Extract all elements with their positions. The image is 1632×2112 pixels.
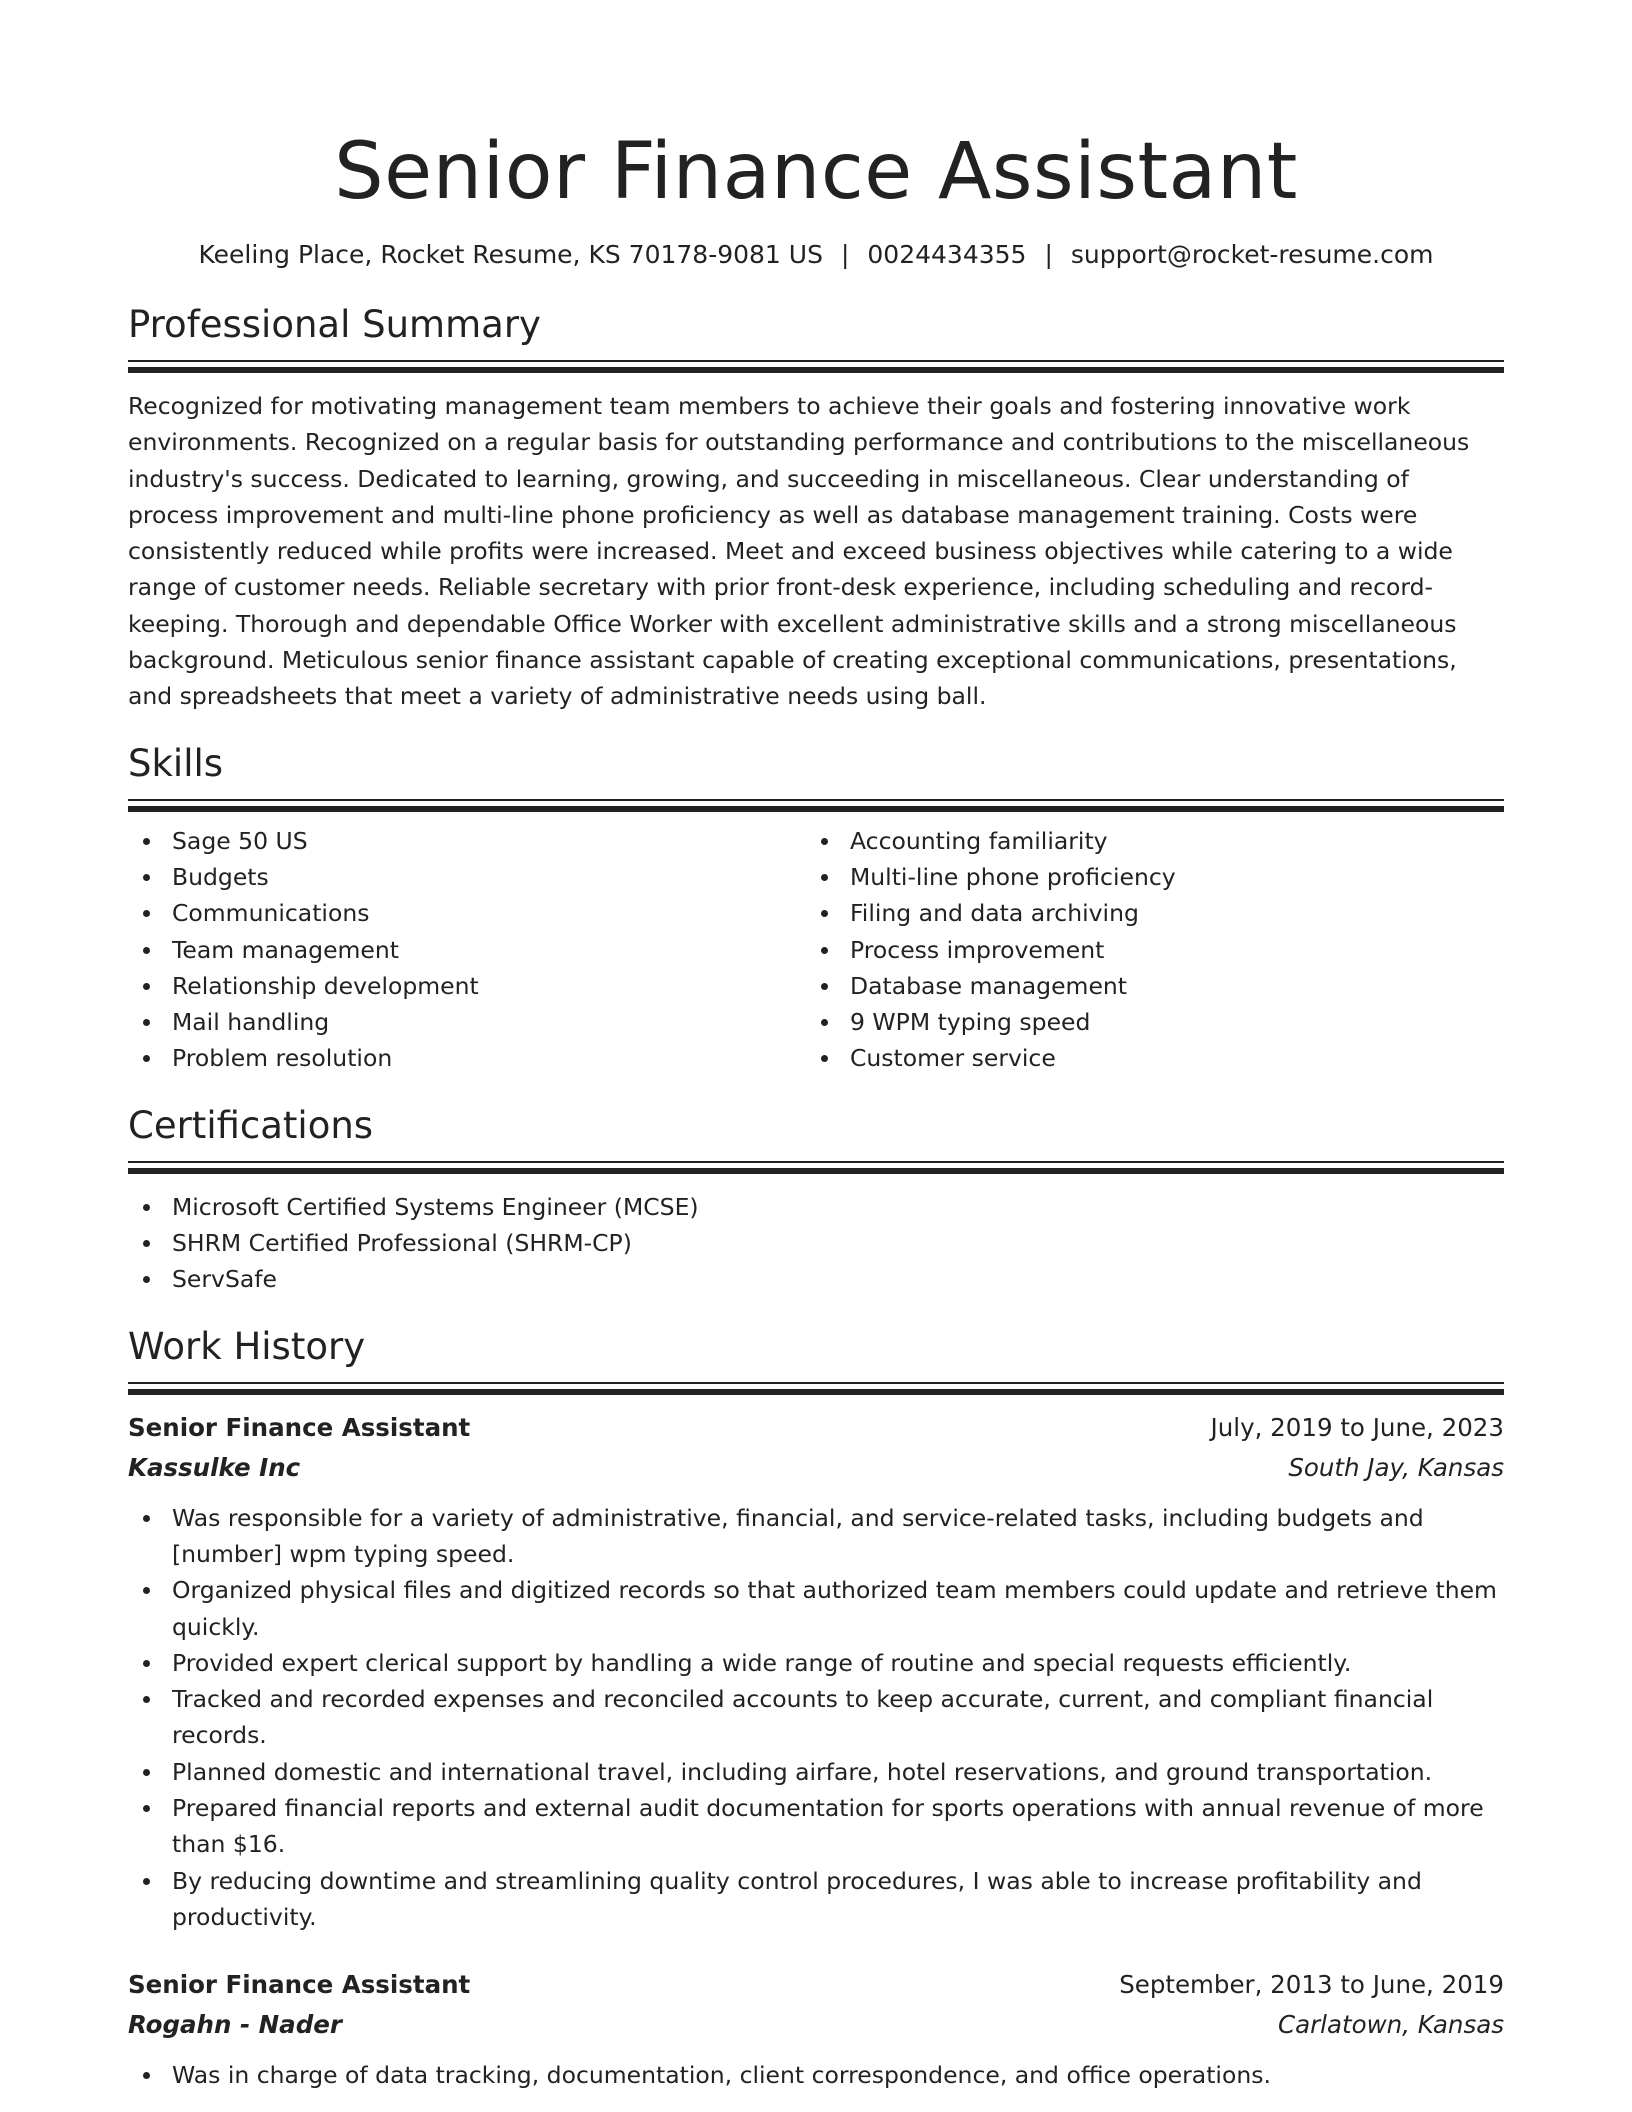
section-divider [128, 1161, 1504, 1175]
job-subheader [128, 1448, 1504, 1488]
job-bullets [128, 1500, 1504, 1936]
job-entry [128, 1965, 1504, 2093]
job-entry [128, 1408, 1504, 1936]
skill-item: 9 WPM typing speed [806, 1004, 1484, 1040]
section-title-summary: Professional Summary [128, 303, 541, 346]
job-bullets [128, 2057, 1504, 2093]
job-bullet: Was in charge of data tracking, documentation, client correspondence, and office operations. [128, 2057, 1504, 2093]
skill-item: Customer service [806, 1040, 1484, 1076]
contact-separator: | [840, 240, 850, 269]
skill-item: Problem resolution [128, 1040, 806, 1076]
skills-list-right [806, 823, 1484, 1077]
skill-item: Process improvement [806, 932, 1484, 968]
job-dates: July, 2019 to June, 2023 [1210, 1412, 1504, 1442]
skill-item: Mail handling [128, 1004, 806, 1040]
job-location: South Jay, Kansas [1288, 1452, 1504, 1482]
job-header [128, 1965, 1504, 2005]
work-history-section [128, 1324, 1504, 2094]
skill-item: Filing and data archiving [806, 895, 1484, 931]
certification-item: ServSafe [128, 1261, 1504, 1297]
contact-phone: 0024434355 [867, 240, 1027, 269]
job-bullet: Organized physical files and digitized records so that authorized team members could update and retrieve them quickly. [128, 1572, 1504, 1645]
contact-line [128, 238, 1504, 272]
job-title: Senior Finance Assistant [128, 1970, 471, 2000]
section-divider [128, 799, 1504, 813]
job-bullet: Planned domestic and international travel, including airfare, hotel reservations, and ground transportation. [128, 1754, 1504, 1790]
skills-section [128, 741, 1504, 1077]
job-subheader [128, 2005, 1504, 2045]
job-company: Kassulke Inc [128, 1452, 301, 1482]
section-title-skills: Skills [128, 741, 224, 785]
job-dates: September, 2013 to June, 2019 [1119, 1970, 1504, 2000]
job-header [128, 1408, 1504, 1448]
skills-list-left [128, 823, 806, 1077]
skill-item: Communications [128, 895, 806, 931]
job-bullet: Was responsible for a variety of administrative, financial, and service-related tasks, including budgets and [number] wpm typing speed. [128, 1500, 1504, 1573]
section-divider [128, 360, 1504, 374]
job-title: Senior Finance Assistant [128, 1412, 471, 1442]
certifications-section [128, 1103, 1504, 1298]
skill-item: Team management [128, 932, 806, 968]
job-bullet: Prepared financial reports and external audit documentation for sports operations with annual revenue of more than $16. [128, 1790, 1504, 1863]
resume-page [128, 0, 1504, 2094]
job-location: Carlatown, Kansas [1277, 2010, 1504, 2040]
job-bullet: Tracked and recorded expenses and reconciled accounts to keep accurate, current, and compliant financial records. [128, 1681, 1504, 1754]
skill-item: Budgets [128, 859, 806, 895]
section-divider [128, 1382, 1504, 1396]
skills-grid [128, 823, 1504, 1077]
job-company: Rogahn - Nader [128, 2010, 342, 2040]
resume-name: Senior Finance Assistant [334, 127, 1298, 217]
skill-item: Sage 50 US [128, 823, 806, 859]
certification-item: Microsoft Certified Systems Engineer (MCSE) [128, 1189, 1504, 1225]
job-bullet: Provided expert clerical support by handling a wide range of routine and special requests efficiently. [128, 1645, 1504, 1681]
skill-item: Multi-line phone proficiency [806, 859, 1484, 895]
contact-address: Keeling Place, Rocket Resume, KS 70178-9081 US [198, 240, 823, 269]
skill-item: Database management [806, 968, 1484, 1004]
summary-section [128, 302, 1504, 715]
skill-item: Accounting familiarity [806, 823, 1484, 859]
contact-email: support@rocket-resume.com [1070, 240, 1434, 269]
skill-item: Relationship development [128, 968, 806, 1004]
contact-separator: | [1044, 240, 1053, 269]
section-title-certifications: Certifications [128, 1103, 374, 1147]
job-bullet: By reducing downtime and streamlining quality control procedures, I was able to increase profitability and productivity. [128, 1863, 1504, 1936]
summary-text: Recognized for motivating management team members to achieve their goals and fostering innovative work environments. Recognized on a regular basis for outstanding performance and contributions to the miscellaneous industry's success. Dedicated to learning, growing, and succeeding in miscellaneous. Clear understanding of process improvement and multi-line phone proficiency as well as database management training. Costs were consistently reduced while profits were increased. Meet and exceed business objectives while catering to a wide range of customer needs. Reliable secretary with prior front-desk experience, including scheduling and record-keeping. Thorough and dependable Office Worker with excellent administrative skills and a strong miscellaneous background. Meticulous senior finance assistant capable of creating exceptional communications, presentations, and spreadsheets that meet a variety of administrative needs using ball. [128, 392, 1470, 711]
certification-item: SHRM Certified Professional (SHRM-CP) [128, 1225, 1504, 1261]
section-title-work-history: Work History [128, 1324, 366, 1368]
certifications-list [128, 1189, 1504, 1298]
